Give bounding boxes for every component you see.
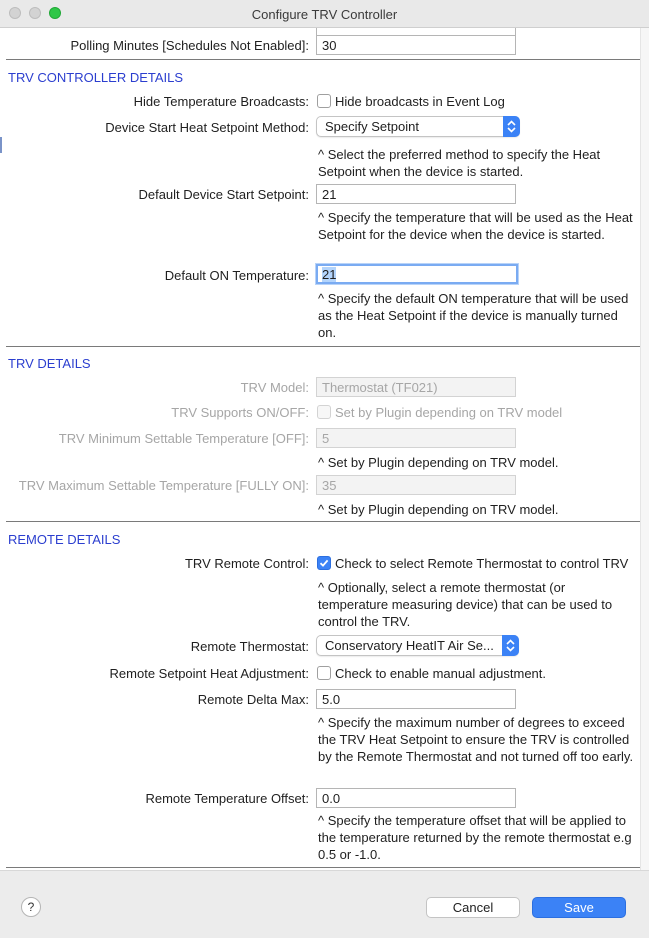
window-title: Configure TRV Controller xyxy=(251,7,398,22)
section-divider xyxy=(6,346,640,347)
remote-setpoint-adjustment-label: Remote Setpoint Heat Adjustment: xyxy=(109,666,309,681)
section-divider xyxy=(6,521,640,522)
trv-controller-details-heading: TRV CONTROLLER DETAILS xyxy=(8,70,184,85)
remote-details-heading: REMOTE DETAILS xyxy=(8,532,121,547)
chevron-updown-icon xyxy=(503,116,520,137)
default-start-setpoint-label: Default Device Start Setpoint: xyxy=(138,187,309,202)
start-method-value: Specify Setpoint xyxy=(325,119,419,134)
trv-remote-control-note: ^ Optionally, select a remote thermostat (or temperature measuring device) that can be used to control the TRV. xyxy=(318,580,613,629)
remote-thermostat-label: Remote Thermostat: xyxy=(190,639,309,654)
remote-temperature-offset-note: ^ Specify the temperature offset that will be applied to the temperature returned by the remote thermostat e.g 0.5 or -1.0. xyxy=(318,813,632,862)
chevron-updown-icon xyxy=(502,635,519,656)
trv-remote-control-checkbox-label: Check to select Remote Thermostat to control TRV xyxy=(335,556,629,571)
trv-supports-onoff-checkbox xyxy=(317,405,331,419)
start-method-label: Device Start Heat Setpoint Method: xyxy=(105,120,309,135)
vertical-scrollbar[interactable] xyxy=(640,28,649,870)
remote-setpoint-adjustment-checkbox[interactable] xyxy=(317,666,331,680)
trv-max-temp-label: TRV Maximum Settable Temperature [FULLY ON]: xyxy=(18,478,309,493)
remote-delta-max-note: ^ Specify the maximum number of degrees to exceed the TRV Heat Setpoint to ensure the TRV is controlled by the Remote Thermostat and not turned off too early. xyxy=(318,715,634,764)
remote-temperature-offset-label: Remote Temperature Offset: xyxy=(145,791,309,806)
start-method-note: ^ Select the preferred method to specify the Heat Setpoint when the device is started. xyxy=(318,147,601,179)
help-button[interactable]: ? xyxy=(21,897,41,917)
trv-model-label: TRV Model: xyxy=(240,380,309,395)
trv-min-temp-note: ^ Set by Plugin depending on TRV model. xyxy=(318,455,559,470)
dialog-footer xyxy=(0,870,649,938)
checkmark-icon xyxy=(318,557,330,569)
trv-min-temp-label: TRV Minimum Settable Temperature [OFF]: xyxy=(58,431,309,446)
remote-delta-max-field[interactable]: 5.0 xyxy=(316,689,516,709)
trv-remote-control-checkbox[interactable] xyxy=(317,556,331,570)
trv-min-temp-field: 5 xyxy=(316,428,516,448)
title-bar xyxy=(0,0,649,28)
default-start-setpoint-field[interactable]: 21 xyxy=(316,184,516,204)
section-divider xyxy=(6,867,640,868)
config-form xyxy=(0,28,640,870)
default-on-temperature-note: ^ Specify the default ON temperature that will be used as the Heat Setpoint if the device is manually turned on. xyxy=(318,291,629,340)
trv-supports-onoff-label: TRV Supports ON/OFF: xyxy=(171,405,309,420)
polling-minutes-label: Polling Minutes [Schedules Not Enabled]: xyxy=(70,38,309,53)
hide-broadcasts-checkbox-label: Hide broadcasts in Event Log xyxy=(335,94,505,109)
default-on-temperature-label: Default ON Temperature: xyxy=(164,268,309,283)
selected-text: 21 xyxy=(322,267,337,282)
start-method-select[interactable] xyxy=(316,116,520,137)
section-divider xyxy=(6,59,640,60)
trv-details-heading: TRV DETAILS xyxy=(8,356,91,371)
trv-model-field: Thermostat (TF021) xyxy=(316,377,516,397)
save-button[interactable]: Save xyxy=(532,897,626,918)
trv-remote-control-label: TRV Remote Control: xyxy=(184,556,309,571)
remote-temperature-offset-field[interactable]: 0.0 xyxy=(316,788,516,808)
trv-supports-onoff-checkbox-label: Set by Plugin depending on TRV model xyxy=(335,405,563,420)
window-edge-marker xyxy=(0,137,2,153)
default-start-setpoint-note: ^ Specify the temperature that will be used as the Heat Setpoint for the device when the device is started. xyxy=(318,210,633,242)
remote-setpoint-adjustment-checkbox-label: Check to enable manual adjustment. xyxy=(335,666,547,681)
trv-max-temp-field: 35 xyxy=(316,475,516,495)
hide-broadcasts-checkbox[interactable] xyxy=(317,94,331,108)
polling-minutes-field[interactable]: 30 xyxy=(316,35,516,55)
hide-temp-broadcasts-label: Hide Temperature Broadcasts: xyxy=(133,94,309,109)
cancel-button[interactable]: Cancel xyxy=(426,897,520,918)
remote-thermostat-select[interactable] xyxy=(316,635,519,656)
remote-thermostat-value: Conservatory HeatIT Air Se... xyxy=(325,638,494,653)
default-on-temperature-field[interactable] xyxy=(316,264,518,284)
remote-delta-max-label: Remote Delta Max: xyxy=(197,692,309,707)
trv-max-temp-note: ^ Set by Plugin depending on TRV model. xyxy=(318,502,559,517)
